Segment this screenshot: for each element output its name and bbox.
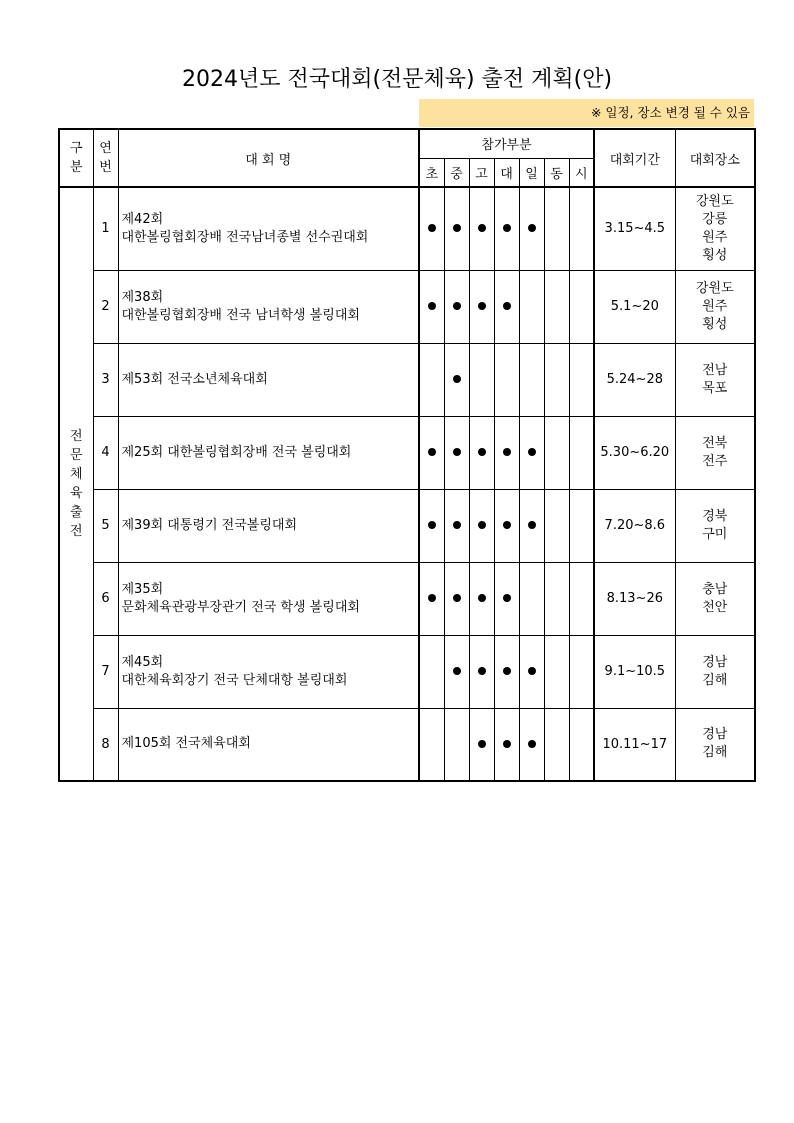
header-division: 중: [444, 158, 469, 187]
venue-line: 원주: [702, 229, 728, 245]
participation-mark-icon: [453, 667, 461, 675]
division-cell: [494, 489, 519, 562]
division-cell: [419, 416, 444, 489]
division-cell: [419, 489, 444, 562]
venue-line: 강원도: [695, 280, 734, 296]
division-cell: [419, 270, 444, 343]
participation-mark-icon: [503, 224, 511, 232]
division-cell: [494, 562, 519, 635]
division-cell: [494, 416, 519, 489]
row-number: 3: [93, 343, 118, 416]
event-name-line: 대한볼링협회장배 전국남녀종별 선수권대회: [121, 229, 369, 245]
table-row: [59, 416, 755, 489]
participation-mark-icon: [428, 302, 436, 310]
participation-mark-icon: [503, 302, 511, 310]
table-row: [59, 635, 755, 708]
division-cell: [444, 562, 469, 635]
venue-cell: [675, 708, 755, 781]
venue-line: 충남: [702, 581, 728, 597]
venue-line: 강릉: [702, 211, 728, 227]
division-cell: [519, 489, 544, 562]
row-number: 2: [93, 270, 118, 343]
event-name-cell: [118, 416, 419, 489]
header-divisions-group: 참가부분: [419, 129, 594, 158]
table-row: [59, 708, 755, 781]
event-name-cell: [118, 187, 419, 270]
category-cell: [59, 187, 93, 781]
division-cell: [469, 562, 494, 635]
event-name-line: 제45회: [121, 654, 164, 670]
division-cell: [469, 489, 494, 562]
venue-line: 횡성: [702, 247, 728, 263]
category-char: 육: [69, 486, 83, 501]
division-cell: [419, 708, 444, 781]
competition-plan-table: [58, 128, 756, 782]
division-cell: [569, 562, 594, 635]
header-number-char: 연: [99, 141, 112, 156]
header-division: 고: [469, 158, 494, 187]
plan-table-body: [59, 187, 755, 781]
division-cell: [444, 635, 469, 708]
venue-line: 횡성: [702, 316, 728, 332]
participation-mark-icon: [478, 302, 486, 310]
participation-mark-icon: [478, 667, 486, 675]
division-cell: [444, 489, 469, 562]
venue-line: 강원도: [695, 193, 734, 209]
event-name-cell: [118, 343, 419, 416]
participation-mark-icon: [478, 594, 486, 602]
table-row: [59, 562, 755, 635]
event-name-cell: [118, 635, 419, 708]
participation-mark-icon: [453, 594, 461, 602]
division-cell: [544, 187, 569, 270]
division-cell: [419, 562, 444, 635]
venue-line: 경남: [702, 727, 728, 743]
event-name-line: 제38회: [121, 289, 164, 305]
table-row: [59, 187, 755, 270]
division-cell: [569, 270, 594, 343]
header-category: [59, 129, 93, 187]
venue-line: 경북: [702, 508, 728, 524]
venue-line: 김해: [702, 745, 728, 761]
division-cell: [519, 270, 544, 343]
event-name-line: 제35회: [121, 581, 164, 597]
event-name-line: 제25회 대한볼링협회장배 전국 볼링대회: [121, 444, 352, 460]
division-cell: [569, 708, 594, 781]
row-number: 5: [93, 489, 118, 562]
header-venue: 대회장소: [675, 129, 755, 187]
division-cell: [444, 187, 469, 270]
event-name-cell: [118, 489, 419, 562]
header-division: 동: [544, 158, 569, 187]
participation-mark-icon: [478, 448, 486, 456]
header-event-name: 대 회 명: [118, 129, 419, 187]
division-cell: [519, 343, 544, 416]
division-cell: [494, 343, 519, 416]
venue-line: 경남: [702, 654, 728, 670]
participation-mark-icon: [478, 224, 486, 232]
participation-mark-icon: [453, 224, 461, 232]
division-cell: [469, 416, 494, 489]
venue-line: 원주: [702, 298, 728, 314]
division-cell: [494, 635, 519, 708]
event-name-line: 제53회 전국소년체육대회: [121, 371, 268, 387]
schedule-change-note: ※ 일정, 장소 변경 될 수 있음: [419, 99, 754, 127]
header-division: 시: [569, 158, 594, 187]
venue-cell: [675, 416, 755, 489]
participation-mark-icon: [503, 740, 511, 748]
division-cell: [569, 489, 594, 562]
division-cell: [494, 708, 519, 781]
header-category-char: 구: [69, 141, 83, 156]
division-cell: [494, 270, 519, 343]
period-cell: 5.30~6.20: [594, 416, 675, 489]
participation-mark-icon: [503, 667, 511, 675]
division-cell: [569, 343, 594, 416]
event-name-line: 제42회: [121, 211, 164, 227]
participation-mark-icon: [528, 448, 536, 456]
venue-line: 목포: [702, 380, 728, 396]
event-name-line: 문화체육관광부장관기 전국 학생 볼링대회: [121, 599, 360, 615]
header-division: 초: [419, 158, 444, 187]
division-cell: [519, 708, 544, 781]
venue-line: 김해: [702, 672, 728, 688]
division-cell: [444, 343, 469, 416]
participation-mark-icon: [428, 594, 436, 602]
event-name-cell: [118, 270, 419, 343]
venue-cell: [675, 343, 755, 416]
participation-mark-icon: [428, 448, 436, 456]
period-cell: 5.1~20: [594, 270, 675, 343]
division-cell: [519, 187, 544, 270]
participation-mark-icon: [428, 224, 436, 232]
participation-mark-icon: [453, 375, 461, 383]
venue-cell: [675, 635, 755, 708]
participation-mark-icon: [528, 521, 536, 529]
venue-cell: [675, 270, 755, 343]
venue-line: 전주: [702, 453, 728, 469]
period-cell: 3.15~4.5: [594, 187, 675, 270]
row-number: 1: [93, 187, 118, 270]
division-cell: [469, 270, 494, 343]
table-row: [59, 343, 755, 416]
header-category-char: 분: [69, 160, 83, 175]
participation-mark-icon: [478, 740, 486, 748]
division-cell: [519, 635, 544, 708]
category-char: 출: [69, 505, 83, 520]
participation-mark-icon: [503, 594, 511, 602]
period-cell: 10.11~17: [594, 708, 675, 781]
header-number-char: 번: [99, 160, 112, 175]
venue-cell: [675, 562, 755, 635]
division-cell: [419, 343, 444, 416]
event-name-line: 대한체육회장기 전국 단체대항 볼링대회: [121, 672, 348, 688]
venue-cell: [675, 187, 755, 270]
division-cell: [469, 708, 494, 781]
division-cell: [569, 187, 594, 270]
participation-mark-icon: [428, 521, 436, 529]
header-period: 대회기간: [594, 129, 675, 187]
division-cell: [544, 416, 569, 489]
participation-mark-icon: [453, 521, 461, 529]
event-name-line: 제39회 대통령기 전국볼링대회: [121, 517, 298, 533]
row-number: 8: [93, 708, 118, 781]
venue-cell: [675, 489, 755, 562]
venue-line: 전남: [702, 362, 728, 378]
row-number: 6: [93, 562, 118, 635]
participation-mark-icon: [503, 521, 511, 529]
division-cell: [544, 270, 569, 343]
division-cell: [469, 343, 494, 416]
division-cell: [519, 562, 544, 635]
participation-mark-icon: [528, 667, 536, 675]
division-cell: [419, 187, 444, 270]
division-cell: [494, 187, 519, 270]
participation-mark-icon: [453, 302, 461, 310]
division-cell: [444, 708, 469, 781]
table-row: [59, 270, 755, 343]
division-cell: [544, 562, 569, 635]
event-name-line: 대한볼링협회장배 전국 남녀학생 볼링대회: [121, 307, 360, 323]
row-number: 4: [93, 416, 118, 489]
period-cell: 5.24~28: [594, 343, 675, 416]
division-cell: [469, 635, 494, 708]
division-cell: [544, 708, 569, 781]
category-char: 전: [69, 524, 83, 539]
venue-line: 구미: [702, 526, 728, 542]
period-cell: 7.20~8.6: [594, 489, 675, 562]
header-division: 일: [519, 158, 544, 187]
participation-mark-icon: [478, 521, 486, 529]
header-division: 대: [494, 158, 519, 187]
division-cell: [444, 416, 469, 489]
period-cell: 9.1~10.5: [594, 635, 675, 708]
participation-mark-icon: [453, 448, 461, 456]
category-char: 문: [69, 448, 83, 463]
event-name-cell: [118, 708, 419, 781]
division-cell: [444, 270, 469, 343]
division-cell: [519, 416, 544, 489]
venue-line: 전북: [702, 435, 728, 451]
division-cell: [469, 187, 494, 270]
event-name-line: 제105회 전국체육대회: [121, 736, 251, 752]
participation-mark-icon: [528, 224, 536, 232]
participation-mark-icon: [528, 740, 536, 748]
table-row: [59, 489, 755, 562]
row-number: 7: [93, 635, 118, 708]
category-char: 전: [69, 429, 83, 444]
period-cell: 8.13~26: [594, 562, 675, 635]
header-number: [93, 129, 118, 187]
participation-mark-icon: [503, 448, 511, 456]
page-title: 2024년도 전국대회(전문체육) 출전 계획(안): [181, 67, 613, 92]
division-cell: [419, 635, 444, 708]
division-cell: [544, 489, 569, 562]
category-char: 체: [69, 467, 83, 482]
division-cell: [544, 343, 569, 416]
event-name-cell: [118, 562, 419, 635]
venue-line: 천안: [702, 599, 728, 615]
division-cell: [569, 416, 594, 489]
division-cell: [544, 635, 569, 708]
division-cell: [569, 635, 594, 708]
